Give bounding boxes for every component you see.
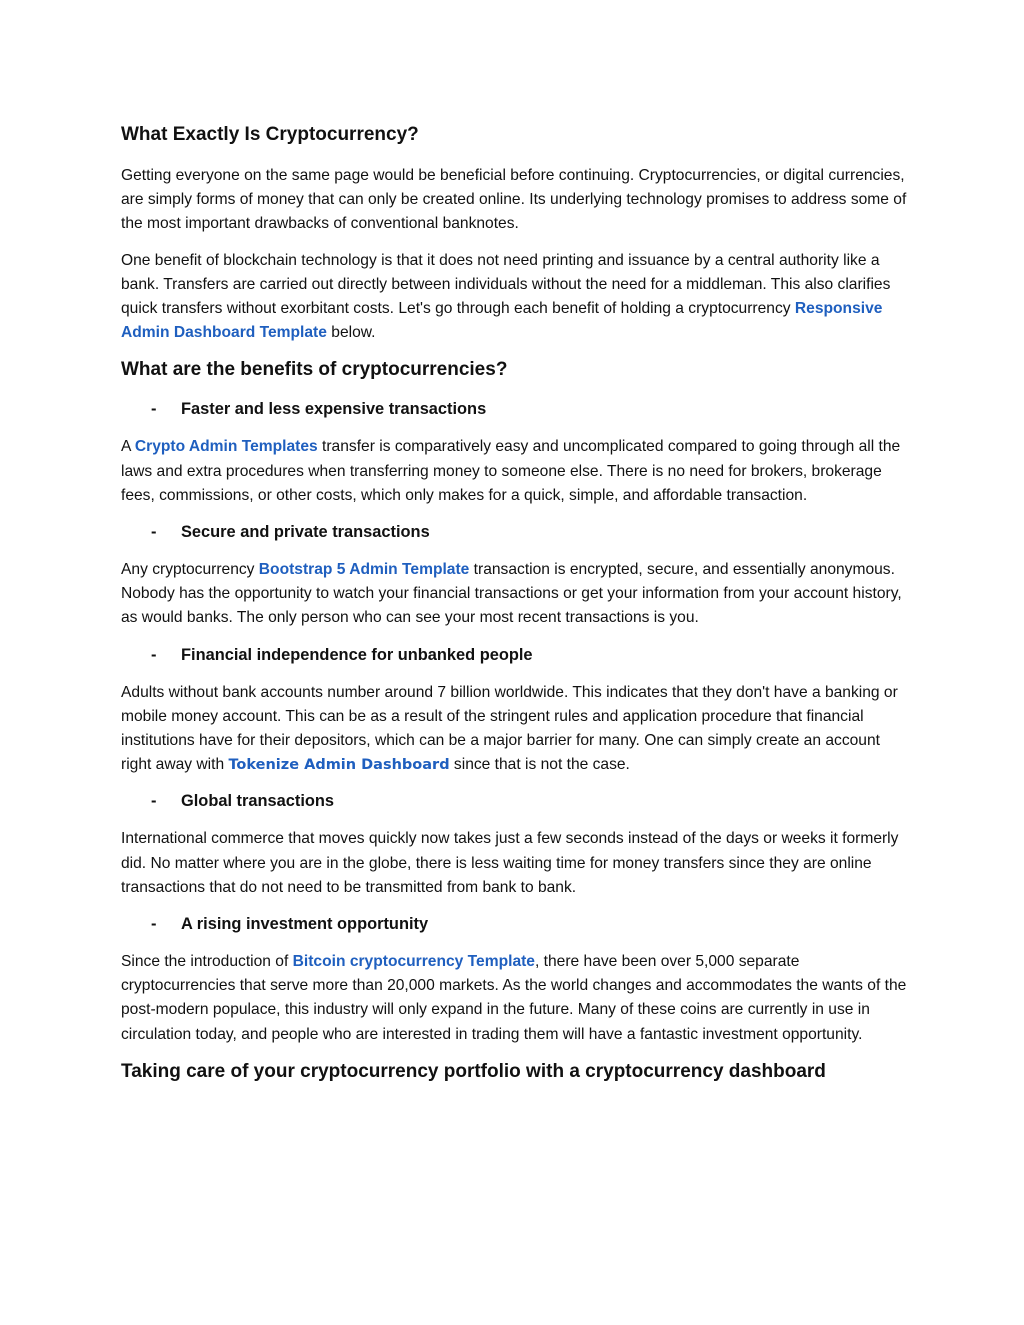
intro-paragraph-1: Getting everyone on the same page would be beneficial before continuing. Cryptocurrencies, or digital currencies, are simply forms of money that can only be created online. Its underlying technology promises to address some of the most important drawbacks of conventional banknotes. — [121, 167, 907, 233]
benefits-heading: What are the benefits of cryptocurrencies? — [121, 359, 508, 381]
intro-paragraph-2 — [121, 249, 911, 346]
document-page — [121, 122, 911, 1085]
benefit-title: A rising investment opportunity — [181, 915, 429, 934]
tokenize-admin-dashboard-link[interactable]: Tokenize Admin Dashboard — [228, 757, 450, 774]
benefit-text-before: Any cryptocurrency — [121, 561, 259, 579]
portfolio-heading: Taking care of your cryptocurrency portfolio with a cryptocurrency dashboard — [121, 1060, 826, 1082]
benefit-paragraph-global-transactions: International commerce that moves quickly now takes just a few seconds instead of the days or weeks it formerly did. No matter where you are in the globe, there is less waiting time for money transfers since they are online transactions that do not need to be transmitted from bank to bank. — [121, 830, 899, 896]
benefit-text-before: Adults without bank accounts number around 7 billion worldwide. This indicates that they don't have a banking or mobile money account. This can be as a result of the stringent rules and application procedure that financial institutions have for their depositors, which can be a major barrier for many. One can simply create an account right away with — [121, 683, 898, 774]
intro-paragraph-2-text-after: below. — [326, 324, 376, 342]
benefit-text-after: transfer is comparatively easy and uncomplicated compared to going through all the laws and extra procedures when transferring money to someone else. There is no need for brokers, brokerage fees, commissions, or other costs, which only makes for a quick, simple, and affordable transaction. — [121, 438, 901, 504]
bullet-dash: - — [151, 915, 157, 934]
benefit-paragraph-faster-transactions — [121, 435, 911, 508]
bullet-dash: - — [151, 523, 157, 542]
benefit-text-after: transaction is encrypted, secure, and essentially anonymous. Nobody has the opportunity to watch your financial transactions or get your information from your account history, as would banks. The only person who can see your most recent transactions is you. — [121, 561, 902, 627]
benefit-heading-investment-opportunity — [121, 912, 911, 936]
benefit-title: Global transactions — [181, 792, 335, 811]
benefit-title: Financial independence for unbanked people — [181, 645, 533, 664]
page-title: What Exactly Is Cryptocurrency? — [121, 124, 419, 145]
benefit-heading-secure-transactions — [121, 520, 911, 544]
benefit-heading-global-transactions — [121, 789, 911, 813]
benefit-text-before: A — [121, 438, 135, 456]
benefit-paragraph-secure-transactions — [121, 558, 911, 631]
benefit-title: Faster and less expensive transactions — [181, 400, 487, 419]
bullet-dash: - — [151, 792, 157, 811]
bitcoin-cryptocurrency-template-link[interactable]: Bitcoin cryptocurrency Template — [292, 953, 535, 971]
benefit-paragraph-financial-independence — [121, 681, 911, 778]
benefit-text-after: since that is not the case. — [449, 756, 630, 774]
benefit-heading-financial-independence — [121, 643, 911, 667]
intro-paragraph-2-text-before: One benefit of blockchain technology is that it does not need printing and issuance by a central authority like a bank. Transfers are carried out directly between individuals without the need for a middleman. This also clarifies quick transfers without exorbitant costs. Let's go through each benefit of holding a cryptocurrency — [121, 251, 891, 318]
bootstrap-5-admin-template-link[interactable]: Bootstrap 5 Admin Template — [258, 561, 470, 579]
benefit-title: Secure and private transactions — [181, 523, 430, 542]
benefit-text-before: Since the introduction of — [121, 953, 293, 971]
responsive-admin-dashboard-link[interactable]: Responsive Admin Dashboard Template — [121, 300, 883, 342]
benefit-heading-faster-transactions — [121, 397, 911, 421]
benefit-text-after: , there have been over 5,000 separate cryptocurrencies that serve more than 20,000 markets. As the world changes and accommodates the wants of the post-modern populace, this industry will only expand in the future. Many of these coins are currently in use in circulation today, and people who are interested in trading them will have a fantastic investment opportunity. — [121, 953, 907, 1043]
bullet-dash: - — [151, 645, 157, 664]
crypto-admin-templates-link[interactable]: Crypto Admin Templates — [134, 438, 318, 456]
bullet-dash: - — [151, 400, 157, 419]
benefit-paragraph-investment-opportunity — [121, 950, 911, 1047]
